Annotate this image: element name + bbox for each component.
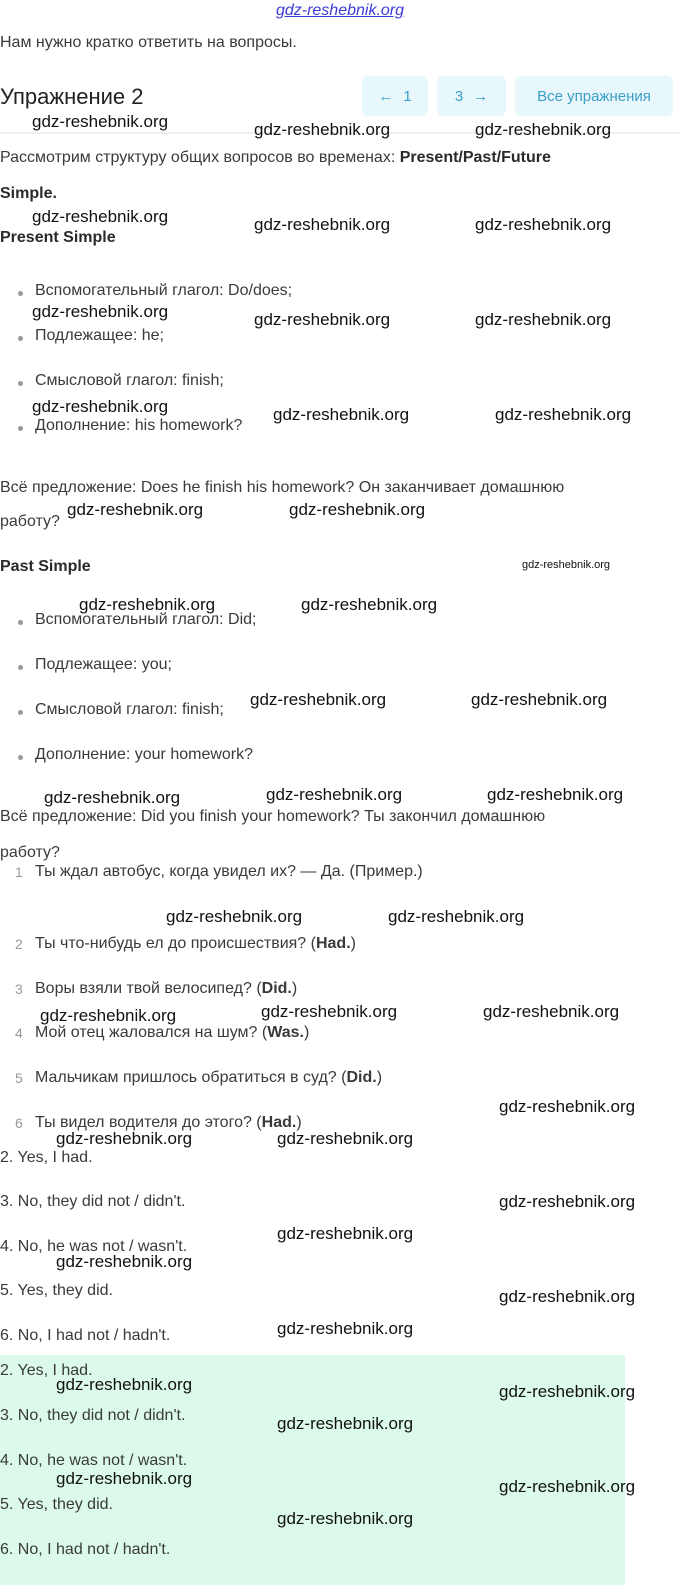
watermark-text: gdz-reshebnik.org (32, 397, 169, 416)
question-item: Ты ждал автобус, когда увидел их? — Да. (Пример.) (35, 863, 423, 880)
list-item: Дополнение: your homework? (35, 746, 254, 763)
watermark-text: gdz-reshebnik.org (471, 690, 608, 709)
watermark-text: gdz-reshebnik.org (522, 559, 611, 571)
watermark-text: gdz-reshebnik.org (32, 112, 169, 131)
watermark-text: gdz-reshebnik.org (487, 785, 624, 804)
list-item: Подлежащее: you; (35, 656, 172, 673)
answer-item: 2. Yes, I had. (0, 1362, 93, 1379)
question-number: 2 (15, 936, 23, 952)
watermark-text: gdz-reshebnik.org (499, 1192, 636, 1211)
answer-item: 4. No, he was not / wasn't. (0, 1452, 188, 1469)
bullet-icon (18, 381, 23, 386)
structure-text: Рассмотрим структуру общих вопросов во временах: Present/Past/Future (0, 149, 551, 166)
watermark-text: gdz-reshebnik.org (495, 405, 632, 424)
arrow-left-icon: ← (378, 87, 394, 105)
exercise-title: Упражнение 2 (0, 84, 144, 109)
watermark-text: gdz-reshebnik.org (254, 215, 391, 234)
prev-label: 1 (403, 87, 412, 105)
bullet-icon (18, 665, 23, 670)
present-sentence: Всё предложение: Does he finish his homework? Он заканчивает домашнюю (0, 479, 565, 496)
past-sentence: Всё предложение: Did you finish your homework? Ты закончил домашнюю (0, 808, 546, 825)
intro-text: Нам нужно кратко ответить на вопросы. (0, 34, 297, 51)
question-number: 1 (15, 864, 23, 880)
answer-item: 3. No, they did not / didn't. (0, 1407, 186, 1424)
question-item: Мой отец жаловался на шум? (Was.) (35, 1024, 310, 1041)
watermark-text: gdz-reshebnik.org (261, 1002, 398, 1021)
bullet-icon (18, 710, 23, 715)
list-item: Смысловой глагол: finish; (35, 701, 224, 718)
bullet-icon (18, 755, 23, 760)
next-label: 3 (454, 87, 464, 105)
watermark-text: gdz-reshebnik.org (166, 907, 303, 926)
watermark-text: gdz-reshebnik.org (67, 500, 204, 519)
watermark-text: gdz-reshebnik.org (79, 595, 216, 614)
bullet-icon (18, 620, 23, 625)
watermark-text: gdz-reshebnik.org (475, 215, 612, 234)
watermark-text: gdz-reshebnik.org (499, 1287, 636, 1306)
watermark-text: gdz-reshebnik.org (56, 1469, 193, 1488)
question-number: 6 (15, 1115, 23, 1131)
bullet-icon (18, 426, 23, 431)
question-number: 4 (15, 1025, 23, 1041)
answer-item: 5. Yes, they did. (0, 1496, 113, 1513)
question-number: 5 (15, 1070, 23, 1086)
question-item: Мальчикам пришлось обратиться в суд? (Did.) (35, 1069, 383, 1086)
watermark-text: gdz-reshebnik.org (277, 1129, 414, 1148)
watermark-text: gdz-reshebnik.org (44, 788, 181, 807)
watermark-text: gdz-reshebnik.org (32, 302, 169, 321)
watermark-text: gdz-reshebnik.org (56, 1129, 193, 1148)
answer-item: 4. No, he was not / wasn't. (0, 1238, 188, 1255)
prev-exercise-button[interactable] (362, 76, 428, 116)
list-item: Дополнение: his homework? (35, 417, 243, 434)
watermark-text: gdz-reshebnik.org (475, 310, 612, 329)
answer-item: 3. No, they did not / didn't. (0, 1193, 186, 1210)
watermark-text: gdz-reshebnik.org (273, 405, 410, 424)
watermark-text: gdz-reshebnik.org (32, 207, 169, 226)
all-exercises-button[interactable] (515, 76, 673, 116)
watermark-text: gdz-reshebnik.org (277, 1414, 414, 1433)
watermark-text: gdz-reshebnik.org (40, 1006, 177, 1025)
watermark-text: gdz-reshebnik.org (250, 690, 387, 709)
answer-item: 6. No, I had not / hadn't. (0, 1541, 171, 1558)
all-label: Все упражнения (537, 87, 651, 105)
question-item: Воры взяли твой велосипед? (Did.) (35, 980, 298, 997)
arrow-right-icon: → (473, 87, 489, 105)
watermark-text: gdz-reshebnik.org (483, 1002, 620, 1021)
list-item: Подлежащее: he; (35, 327, 164, 344)
present-heading: Present Simple (0, 229, 116, 246)
list-item: Вспомогательный глагол: Do/does; (35, 282, 293, 299)
site-watermark-link[interactable]: gdz-reshebnik.org (275, 2, 405, 19)
watermark-text: gdz-reshebnik.org (499, 1097, 636, 1116)
watermark-text: gdz-reshebnik.org (56, 1375, 193, 1394)
question-item: Ты что-нибудь ел до происшествия? (Had.) (35, 935, 356, 952)
list-item: Вспомогательный глагол: Did; (35, 611, 257, 628)
answer-item: 5. Yes, they did. (0, 1282, 113, 1299)
bullet-icon (18, 336, 23, 341)
watermark-text: gdz-reshebnik.org (277, 1319, 414, 1338)
watermark-text: gdz-reshebnik.org (277, 1224, 414, 1243)
watermark-text: gdz-reshebnik.org (56, 1252, 193, 1271)
watermark-text: gdz-reshebnik.org (254, 310, 391, 329)
structure-text-end: Simple. (0, 185, 57, 202)
answer-item: 6. No, I had not / hadn't. (0, 1327, 171, 1344)
next-exercise-button[interactable] (437, 76, 506, 116)
bullet-icon (18, 291, 23, 296)
question-number: 3 (15, 981, 23, 997)
watermark-text: gdz-reshebnik.org (289, 500, 426, 519)
watermark-text: gdz-reshebnik.org (266, 785, 403, 804)
watermark-text: gdz-reshebnik.org (277, 1509, 414, 1528)
watermark-text: gdz-reshebnik.org (388, 907, 525, 926)
watermark-text: gdz-reshebnik.org (254, 120, 391, 139)
answer-item: 2. Yes, I had. (0, 1149, 93, 1166)
watermark-text: gdz-reshebnik.org (301, 595, 438, 614)
past-sentence-end: работу? (0, 844, 60, 861)
list-item: Смысловой глагол: finish; (35, 372, 224, 389)
watermark-text: gdz-reshebnik.org (499, 1382, 636, 1401)
past-heading: Past Simple (0, 558, 91, 575)
question-item: Ты видел водителя до этого? (Had.) (35, 1114, 302, 1131)
watermark-text: gdz-reshebnik.org (499, 1477, 636, 1496)
present-sentence-end: работу? (0, 513, 60, 530)
watermark-text: gdz-reshebnik.org (475, 120, 612, 139)
